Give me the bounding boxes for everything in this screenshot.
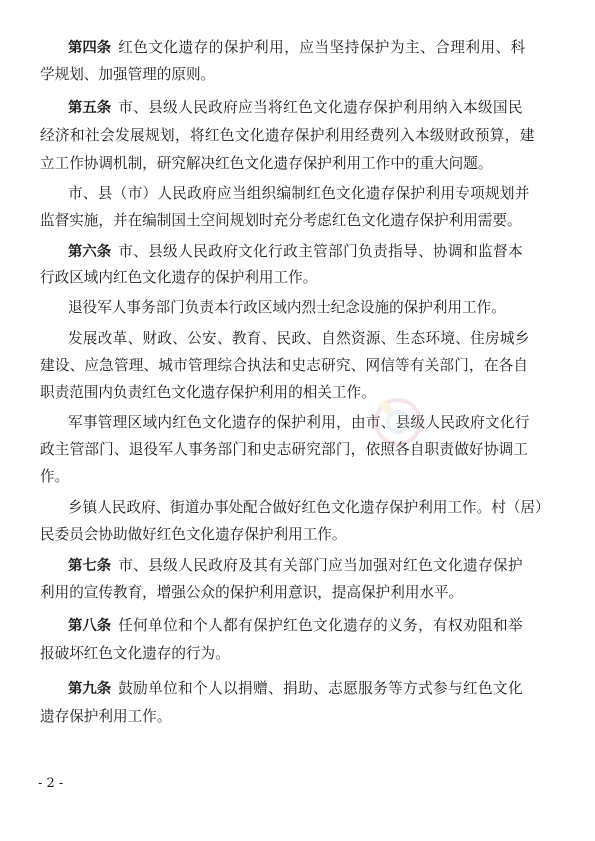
line-text: 发展改革、财政、公安、教育、民政、自然资源、生态环境、住房城乡 <box>68 330 530 347</box>
line-text: 建设、应急管理、城市管理综合执法和史志研究、网信等有关部门，在各自 <box>40 357 529 374</box>
article-7-line-2 <box>0 581 595 605</box>
article-8-line-2 <box>0 642 595 666</box>
article-9-line-2 <box>0 705 595 729</box>
article-5-line-3 <box>0 152 595 176</box>
article-8-line-1 <box>0 614 595 638</box>
article-label: 第六条 <box>68 244 112 260</box>
line-text: 任何单位和个人都有保护红色文化遗存的义务，有权劝阻和举 <box>118 617 524 634</box>
line-text: 市、县级人民政府文化行政主管部门负责指导、协调和监督本 <box>118 243 524 260</box>
article-label: 第九条 <box>68 681 112 697</box>
article-5-para-2-line-2 <box>0 209 595 233</box>
article-6-para-3-line-2 <box>0 354 595 378</box>
line-text: 军事管理区域内红色文化遗存的保护利用，由市、县级人民政府文化行 <box>68 414 530 431</box>
line-text: 报破坏红色文化遗存的行为。 <box>40 645 230 662</box>
line-text: 民委员会协助做好红色文化遗存保护利用工作。 <box>40 526 347 543</box>
line-text: 立工作协调机制，研究解决红色文化遗存保护利用工作中的重大问题。 <box>40 155 493 172</box>
article-6-para-4-line-3 <box>0 465 595 489</box>
article-6-line-1 <box>0 240 595 264</box>
line-text: 职责范围内负责红色文化遗存保护利用的相关工作。 <box>40 384 376 401</box>
line-text: 经济和社会发展规划，将红色文化遗存保护利用经费列入本级财政预算，建 <box>40 127 535 144</box>
article-5-line-2 <box>0 124 595 148</box>
line-text: 遗存保护利用工作。 <box>40 708 172 725</box>
article-6-para-5-line-1 <box>0 496 595 520</box>
line-text: 市、县级人民政府及其有关部门应当加强对红色文化遗存保护 <box>118 557 524 574</box>
article-6-para-4-line-1 <box>0 411 595 435</box>
line-text: 市、县级人民政府应当将红色文化遗存保护利用纳入本级国民 <box>118 99 524 116</box>
page-number: - 2 - <box>38 776 64 791</box>
line-text: 作。 <box>40 468 70 485</box>
line-text: 利用的宣传教育，增强公众的保护利用意识，提高保护利用水平。 <box>40 584 464 601</box>
line-text: 市、县（市）人民政府应当组织编制红色文化遗存保护利用专项规划并 <box>68 185 530 202</box>
article-label: 第七条 <box>68 558 112 574</box>
article-6-para-4-line-2 <box>0 438 595 462</box>
article-4-line-1 <box>0 36 595 60</box>
article-6-para-3-line-1 <box>0 327 595 351</box>
article-6-line-2 <box>0 266 595 290</box>
article-label: 第四条 <box>68 40 112 56</box>
article-label: 第五条 <box>68 100 112 116</box>
line-text: 红色文化遗存的保护利用，应当坚持保护为主、合理利用、科 <box>118 39 526 56</box>
article-5-para-2-line-1 <box>0 182 595 206</box>
line-text: 乡镇人民政府、街道办事处配合做好红色文化遗存保护利用工作。村（居） <box>68 499 550 516</box>
article-6-para-5-line-2 <box>0 523 595 547</box>
article-6-para-3-line-3 <box>0 381 595 405</box>
line-text: 政主管部门、退役军人事务部门和史志研究部门，依照各自职责做好协调工 <box>40 441 529 458</box>
article-6-para-2 <box>0 296 595 320</box>
article-4-line-2 <box>0 63 595 87</box>
line-text: 退役军人事务部门负责本行政区域内烈士纪念设施的保护利用工作。 <box>68 299 506 316</box>
article-7-line-1 <box>0 554 595 578</box>
line-text: 学规划、加强管理的原则。 <box>40 66 216 83</box>
article-label: 第八条 <box>68 618 112 634</box>
article-9-line-1 <box>0 677 595 701</box>
article-5-line-1 <box>0 96 595 120</box>
line-text: 行政区域内红色文化遗存的保护利用工作。 <box>40 269 318 286</box>
line-text: 监督实施，并在编制国土空间规划时充分考虑红色文化遗存保护利用需要。 <box>40 212 522 229</box>
line-text: 鼓励单位和个人以捐赠、捐助、志愿服务等方式参与红色文化 <box>118 680 524 697</box>
